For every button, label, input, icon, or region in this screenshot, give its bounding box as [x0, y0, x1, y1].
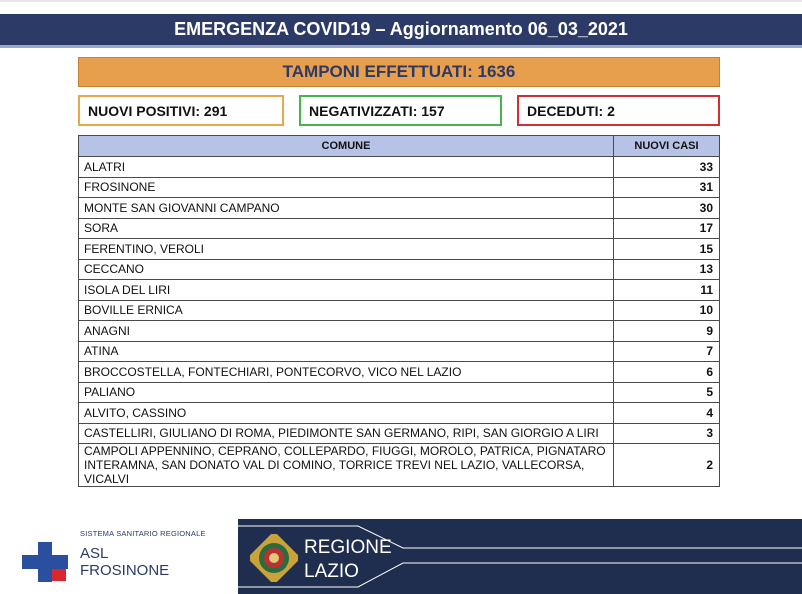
comune-cell: CAMPOLI APPENNINO, CEPRANO, COLLEPARDO, FIUGGI, MOROLO, PATRICA, PIGNATARO INTERAMNA, SAN DONATO VAL DI COMINO, TORRICE TREVI NEL LAZIO, VALLECORSA, VICALVI	[79, 444, 614, 487]
comune-cell: ALATRI	[79, 157, 614, 178]
deceduti-label: DECEDUTI: 2	[527, 102, 615, 119]
comune-cell: BROCCOSTELLA, FONTECHIARI, PONTECORVO, VICO NEL LAZIO	[79, 362, 614, 383]
asl-cross-icon	[22, 542, 68, 582]
comune-cell: SORA	[79, 218, 614, 239]
comune-cell: FERENTINO, VEROLI	[79, 239, 614, 260]
page-title: EMERGENZA COVID19 – Aggiornamento 06_03_2021	[174, 19, 628, 39]
comune-cell: PALIANO	[79, 382, 614, 403]
nuovi-casi-cell: 15	[614, 239, 720, 260]
table-row	[79, 300, 720, 321]
nuovi-casi-cell: 5	[614, 382, 720, 403]
top-border-line	[0, 0, 802, 2]
tamponi-box	[78, 57, 720, 87]
tamponi-label: TAMPONI EFFETTUATI: 1636	[282, 62, 516, 81]
table-row	[79, 259, 720, 280]
comune-cell: FROSINONE	[79, 177, 614, 198]
table-row	[79, 198, 720, 219]
table-row	[79, 280, 720, 301]
nuovi-casi-cell: 30	[614, 198, 720, 219]
asl-name-line1: ASL	[80, 545, 109, 562]
table-row	[79, 218, 720, 239]
nuovi-casi-cell: 13	[614, 259, 720, 280]
table-row	[79, 403, 720, 424]
table-row	[79, 157, 720, 178]
nuovi-casi-cell: 9	[614, 321, 720, 342]
comune-cell: CECCANO	[79, 259, 614, 280]
asl-name	[80, 545, 169, 579]
comune-cell: ALVITO, CASSINO	[79, 403, 614, 424]
comune-cell: MONTE SAN GIOVANNI CAMPANO	[79, 198, 614, 219]
col-nuovi-casi-header: NUOVI CASI	[614, 136, 720, 157]
table-row	[79, 423, 720, 444]
table-row	[79, 321, 720, 342]
negativizzati-label: NEGATIVIZZATI: 157	[309, 102, 445, 119]
table-row	[79, 239, 720, 260]
table-row	[79, 444, 720, 487]
comune-cell: ANAGNI	[79, 321, 614, 342]
asl-name-line2: FROSINONE	[80, 562, 170, 579]
table-row	[79, 177, 720, 198]
regione-label: REGIONE	[304, 537, 392, 558]
nuovi-casi-cell: 7	[614, 341, 720, 362]
nuovi-positivi-label: NUOVI POSITIVI: 291	[88, 102, 228, 119]
nuovi-casi-cell: 31	[614, 177, 720, 198]
nuovi-casi-cell: 2	[614, 444, 720, 487]
col-comune-header: COMUNE	[79, 136, 614, 157]
comune-cell: CASTELLIRI, GIULIANO DI ROMA, PIEDIMONTE SAN GERMANO, RIPI, SAN GIORGIO A LIRI	[79, 423, 614, 444]
nuovi-casi-cell: 17	[614, 218, 720, 239]
table-header-row	[79, 136, 720, 157]
asl-frosinone-logo	[22, 525, 232, 585]
regione-lazio-banner	[238, 519, 802, 594]
negativizzati-box	[299, 95, 502, 126]
table-row	[79, 341, 720, 362]
page-title-bar	[0, 14, 802, 48]
regione-lazio-emblem-icon	[250, 534, 298, 582]
nuovi-casi-cell: 6	[614, 362, 720, 383]
deceduti-box	[517, 95, 720, 126]
nuovi-casi-cell: 11	[614, 280, 720, 301]
comuni-table	[78, 135, 720, 487]
nuovi-positivi-box	[78, 95, 284, 126]
asl-subtitle: SISTEMA SANITARIO REGIONALE	[80, 529, 206, 538]
table-row	[79, 382, 720, 403]
comune-cell: ISOLA DEL LIRI	[79, 280, 614, 301]
comune-cell: BOVILLE ERNICA	[79, 300, 614, 321]
table-body	[79, 157, 720, 487]
nuovi-casi-cell: 4	[614, 403, 720, 424]
nuovi-casi-cell: 3	[614, 423, 720, 444]
comune-cell: ATINA	[79, 341, 614, 362]
nuovi-casi-cell: 10	[614, 300, 720, 321]
table-row	[79, 362, 720, 383]
lazio-label: LAZIO	[304, 561, 359, 582]
nuovi-casi-cell: 33	[614, 157, 720, 178]
